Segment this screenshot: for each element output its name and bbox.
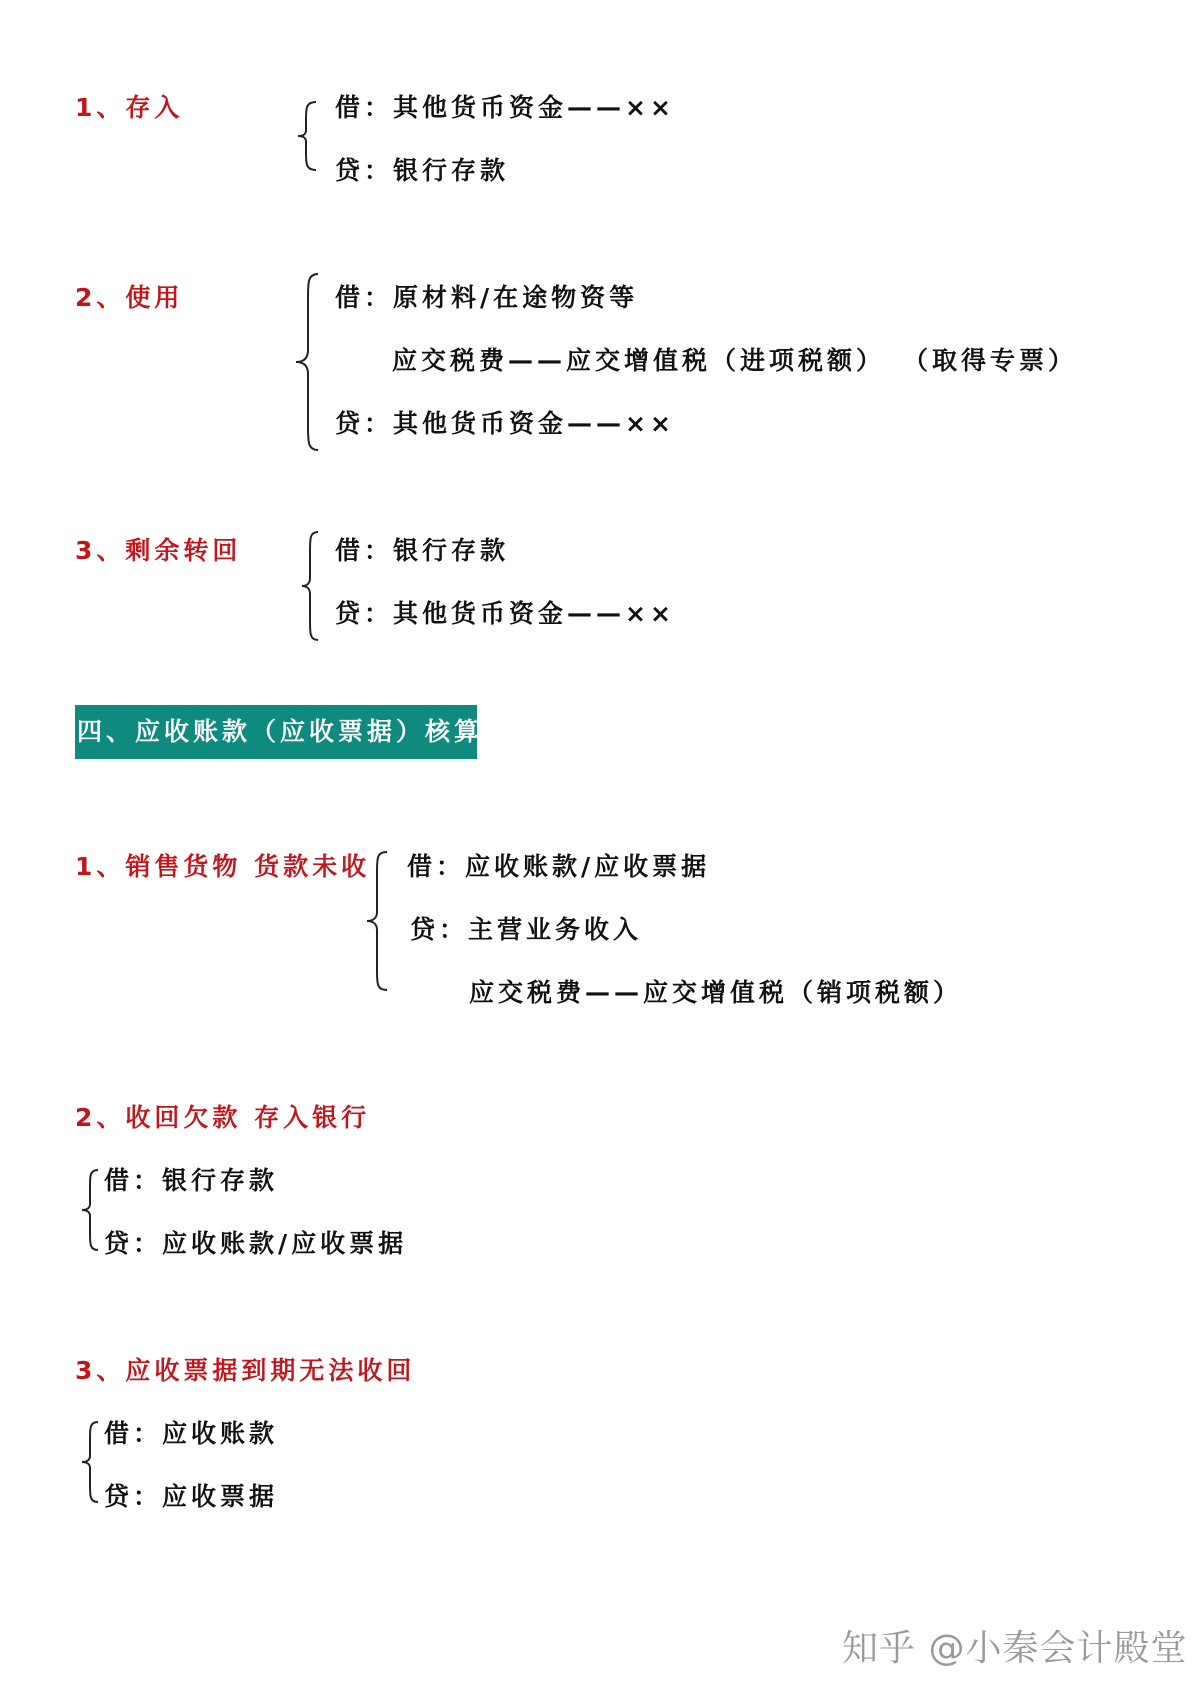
deposit-title: 1、存入 xyxy=(75,93,184,122)
sale-brace xyxy=(365,850,391,992)
collect-title: 2、收回欠款 存入银行 xyxy=(75,1103,371,1132)
usage-debit-entry: 借：原材料/在途物资等 xyxy=(335,283,639,312)
section-4-header xyxy=(75,705,484,759)
zhihu-watermark: 知乎 @小秦会计殿堂 xyxy=(842,1628,1188,1669)
remainder-brace xyxy=(300,530,322,642)
sale-title: 1、销售货物 货款未收 xyxy=(75,852,371,881)
remainder-title: 3、剩余转回 xyxy=(75,536,242,565)
deposit-brace xyxy=(296,100,320,172)
deposit-credit-entry: 贷：银行存款 xyxy=(335,156,510,185)
default-title: 3、应收票据到期无法收回 xyxy=(75,1356,416,1385)
remainder-debit-entry: 借：银行存款 xyxy=(335,536,510,565)
deposit-debit-entry: 借：其他货币资金——×× xyxy=(335,93,675,122)
default-brace xyxy=(80,1420,102,1504)
usage-note: （取得专票） xyxy=(903,346,1078,375)
collect-brace xyxy=(80,1168,102,1252)
sale-credit-entry: 贷：主营业务收入 xyxy=(410,915,643,944)
remainder-credit-entry: 贷：其他货币资金——×× xyxy=(335,599,675,628)
usage-title: 2、使用 xyxy=(75,283,184,312)
default-debit-entry: 借：应收账款 xyxy=(104,1419,279,1448)
collect-debit-entry: 借：银行存款 xyxy=(104,1166,279,1195)
sale-debit-entry: 借：应收账款/应收票据 xyxy=(407,852,711,881)
usage-debit-extra-entry: 应交税费——应交增值税（进项税额） xyxy=(392,346,886,375)
collect-credit-entry: 贷：应收账款/应收票据 xyxy=(104,1229,408,1258)
default-credit-entry: 贷：应收票据 xyxy=(104,1482,279,1511)
sale-credit-extra-entry: 应交税费——应交增值税（销项税额） xyxy=(469,978,963,1007)
usage-credit-entry: 贷：其他货币资金——×× xyxy=(335,409,675,438)
section-4-title: 四、应收账款（应收票据）核算 xyxy=(77,717,484,746)
usage-brace xyxy=(294,272,322,452)
